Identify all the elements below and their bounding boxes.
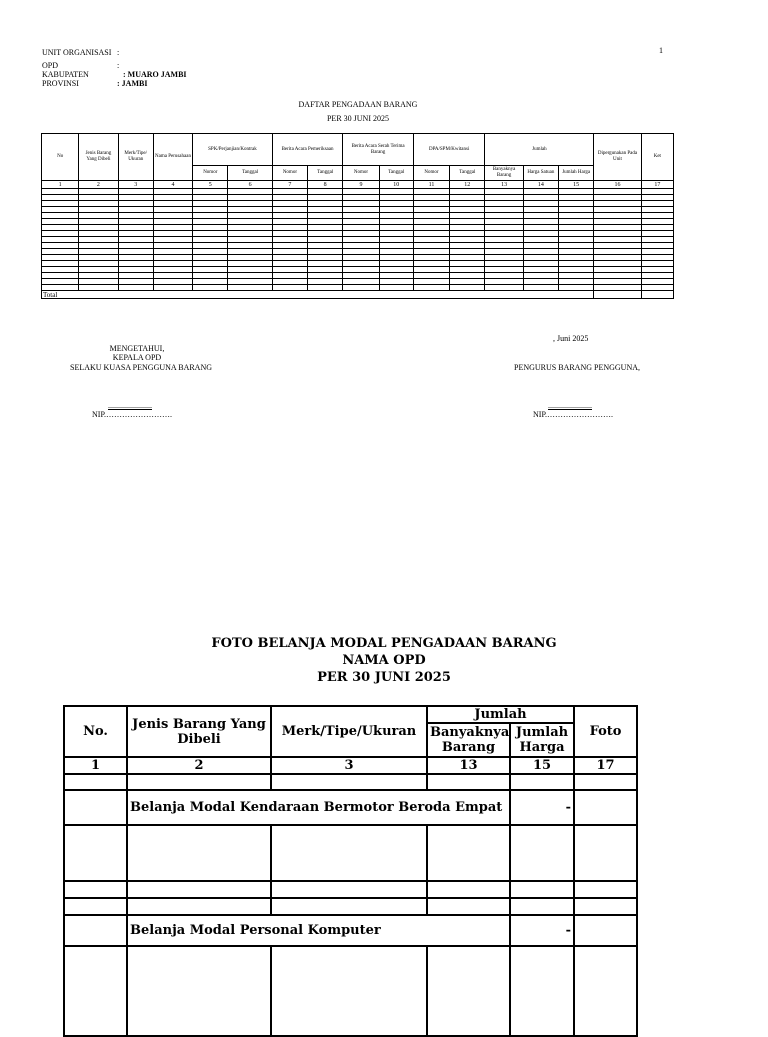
th-no: No	[42, 134, 79, 181]
total-cell	[594, 291, 641, 299]
total-cell	[641, 291, 673, 299]
th-nama-perusahaan: Nama Perusahaan	[153, 134, 192, 181]
column-number: 2	[127, 757, 271, 774]
column-number: 17	[641, 181, 673, 189]
column-number: 12	[450, 181, 485, 189]
provinsi-value: : JAMBI	[117, 79, 148, 88]
column-number: 10	[379, 181, 413, 189]
photo-table	[63, 705, 638, 1037]
photo-row	[64, 825, 637, 881]
right-sign-title: PENGURUS BARANG PENGGUNA,	[514, 363, 641, 372]
right-sign-nip: NIP.…………………….	[533, 410, 614, 419]
column-number: 1	[42, 181, 79, 189]
th-jumlah: Jumlah	[485, 134, 594, 166]
column-number: 9	[343, 181, 379, 189]
column-number: 4	[153, 181, 192, 189]
column-number: 16	[594, 181, 641, 189]
doc2-opd-name: NAMA OPD	[342, 653, 426, 668]
left-sign-name: ......................	[108, 401, 152, 410]
column-number: 14	[523, 181, 558, 189]
spacer-row	[64, 774, 637, 790]
column-number: 1	[64, 757, 127, 774]
unit-organisasi-value: :	[117, 48, 120, 57]
left-sign-line2: KEPALA OPD	[112, 353, 162, 362]
spacer-row	[64, 881, 637, 898]
category-row	[64, 790, 637, 825]
photo-row	[64, 946, 637, 1036]
th-bast-nomor: Nomor	[343, 166, 379, 181]
th-spk-tanggal: Tanggal	[228, 166, 272, 181]
category-amount: -	[510, 915, 574, 946]
kabupaten-value: : MUARO JAMBI	[123, 70, 187, 79]
th-harga-satuan: Harga Satuan	[523, 166, 558, 181]
th2-no: No.	[64, 706, 127, 757]
column-number: 15	[510, 757, 574, 774]
column-number: 5	[193, 181, 228, 189]
page-number: 1	[659, 46, 663, 55]
th-bap-nomor: Nomor	[272, 166, 307, 181]
column-number: 2	[79, 181, 118, 189]
category-label: Belanja Modal Kendaraan Bermotor Beroda Empat	[127, 790, 510, 825]
category-label: Belanja Modal Personal Komputer	[127, 915, 510, 946]
column-number: 11	[413, 181, 449, 189]
th-dpa: DPA/SPM/Kwitansi	[413, 134, 485, 166]
th-bast-tanggal: Tanggal	[379, 166, 413, 181]
th2-jumlah: Jumlah	[427, 706, 574, 723]
th-berita-acara-serah-terima: Berita Acara Serah Terima Barang	[343, 134, 414, 166]
doc1-title: DAFTAR PENGADAAN BARANG	[298, 100, 418, 109]
th-berita-acara-pemeriksaan: Berita Acara Pemeriksaan	[272, 134, 343, 166]
doc1-subtitle: PER 30 JUNI 2025	[326, 114, 389, 123]
th-dipergunakan: Dipergunakan Pada Unit	[594, 134, 641, 181]
th2-merk: Merk/Tipe/Ukuran	[271, 706, 427, 757]
column-number: 8	[308, 181, 343, 189]
column-number: 3	[271, 757, 427, 774]
th-bap-tanggal: Tanggal	[308, 166, 343, 181]
column-number: 7	[272, 181, 307, 189]
th-dpa-tanggal: Tanggal	[450, 166, 485, 181]
kabupaten-label: KABUPATEN	[42, 70, 89, 79]
left-sign-line1: MENGETAHUI,	[109, 344, 165, 353]
total-label: Total	[42, 291, 594, 299]
category-row	[64, 915, 637, 946]
th2-foto: Foto	[574, 706, 637, 757]
column-number: 13	[485, 181, 523, 189]
doc2-title: FOTO BELANJA MODAL PENGADAAN BARANG	[211, 636, 557, 651]
left-sign-line3: SELAKU KUASA PENGGUNA BARANG	[70, 363, 213, 372]
th-dpa-nomor: Nomor	[413, 166, 449, 181]
column-number: 6	[228, 181, 272, 189]
total-row	[42, 291, 674, 299]
th-spk-nomor: Nomor	[193, 166, 228, 181]
opd-value: :	[117, 61, 120, 70]
th2-banyaknya-barang: Banyaknya Barang	[427, 723, 510, 757]
spacer-row	[64, 898, 637, 915]
doc2-date: PER 30 JUNI 2025	[317, 670, 451, 685]
column-number: 3	[118, 181, 153, 189]
column-number: 17	[574, 757, 637, 774]
left-sign-nip: NIP.…………………….	[92, 410, 173, 419]
th2-jenis-barang: Jenis Barang Yang Dibeli	[127, 706, 271, 757]
category-amount: -	[510, 790, 574, 825]
column-number-row	[64, 757, 637, 774]
th-ket: Ket	[641, 134, 673, 181]
th2-jumlah-harga: Jumlah Harga	[510, 723, 574, 757]
th-banyaknya-barang: Banyaknya Barang	[485, 166, 523, 181]
column-number-row	[42, 181, 674, 189]
th-jumlah-harga: Jumlah Harga	[559, 166, 594, 181]
opd-label: OPD	[42, 61, 59, 70]
right-sign-name: ......................	[548, 401, 592, 410]
column-number: 13	[427, 757, 510, 774]
procurement-list-table	[41, 133, 674, 299]
provinsi-label: PROVINSI	[42, 79, 79, 88]
unit-organisasi-label: UNIT ORGANISASI	[42, 48, 112, 57]
column-number: 15	[559, 181, 594, 189]
th-jenis-barang: Jenis Barang Yang Dibeli	[79, 134, 118, 181]
th-merk: Merk/Tipe/ Ukuran	[118, 134, 153, 181]
signature-date: , Juni 2025	[553, 334, 589, 343]
th-spk: SPK/Perjanjian/Kontrak	[193, 134, 273, 166]
